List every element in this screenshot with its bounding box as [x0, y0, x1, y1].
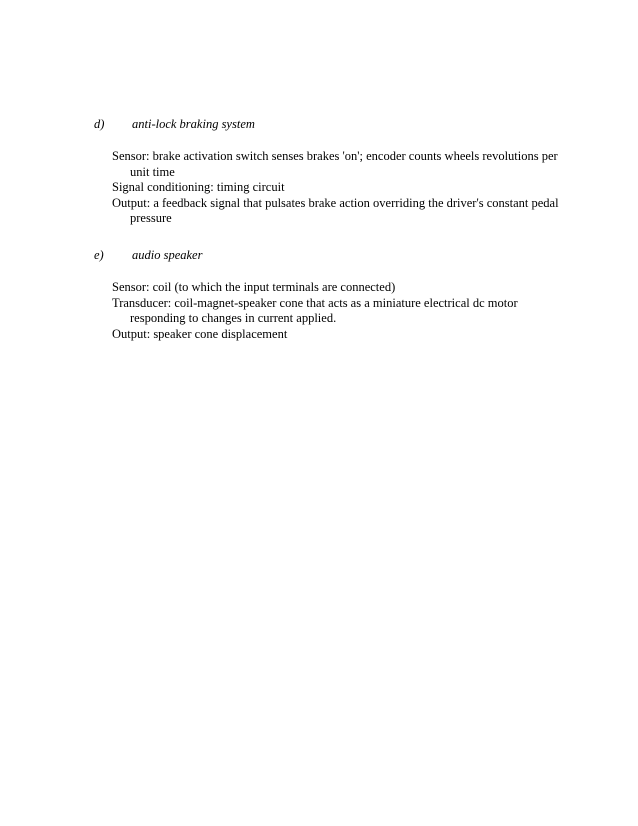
- item-transducer: Transducer: coil-magnet-speaker cone that acts as a miniature electrical dc motor responding to changes in current applied.: [112, 295, 518, 325]
- item-output: Output: a feedback signal that pulsates brake action overriding the driver's constant pedal pressure: [112, 195, 559, 225]
- section-letter: d): [94, 117, 105, 131]
- section-items: [112, 149, 572, 227]
- item-sensor: Sensor: brake activation switch senses brakes 'on'; encoder counts wheels revolutions per unit time: [112, 149, 558, 179]
- item-signal-conditioning: Signal conditioning: timing circuit: [112, 180, 285, 194]
- section-title: anti-lock braking system: [132, 117, 255, 131]
- section-items: [112, 280, 572, 342]
- section-heading: [0, 115, 638, 133]
- section-d: [0, 115, 638, 225]
- section-heading: [0, 246, 638, 264]
- item-sensor: Sensor: coil (to which the input terminals are connected): [112, 280, 396, 294]
- item-output: Output: speaker cone displacement: [112, 326, 288, 341]
- section-e: [0, 246, 638, 341]
- section-letter: e): [94, 248, 104, 262]
- section-title: audio speaker: [132, 248, 203, 262]
